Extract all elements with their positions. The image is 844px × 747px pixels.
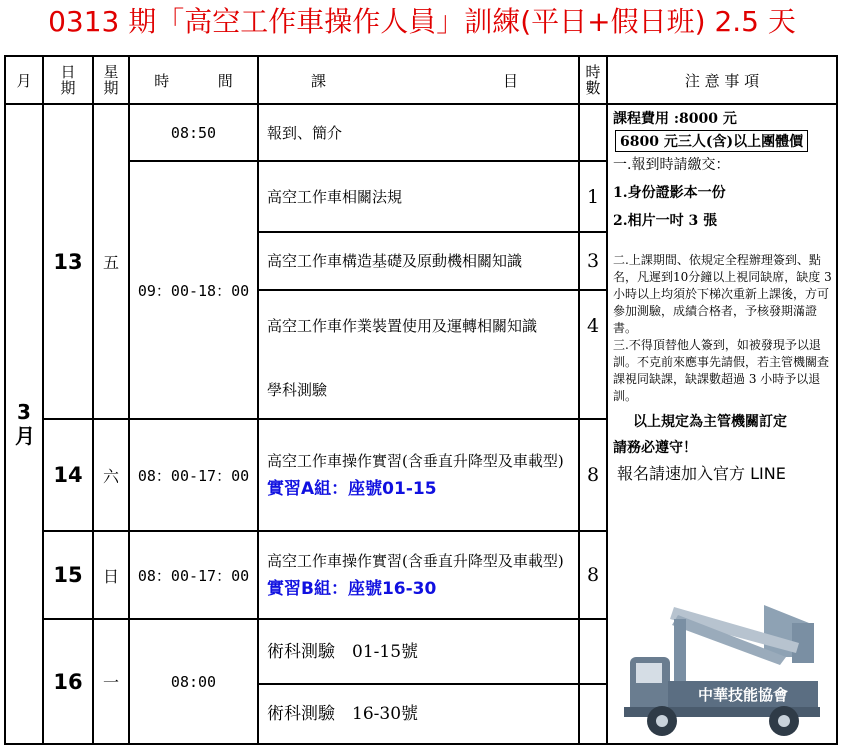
notes-item-3: 三.不得頂替他人簽到，如被發現予以退訓。不克前來應事先請假，若主管機關查課視同缺課，缺課數超過 3 小時予以退訓。	[613, 338, 830, 403]
header-weekday	[94, 57, 128, 103]
header-time-a: 時	[154, 71, 170, 90]
notes-comply: 請務必遵守！	[613, 440, 697, 456]
subject-practice-a-group: 實習A組：座號01-15	[267, 479, 437, 499]
subject-practical-test-b: 術科測驗 16-30號	[267, 704, 419, 724]
header-subject	[259, 57, 578, 103]
hours-regulations: 1	[586, 185, 600, 208]
notes-item-1b: 2.相片一吋 3 張	[613, 213, 718, 229]
subject-regulations: 高空工作車相關法規	[267, 187, 403, 206]
subject-practice-a-text: 高空工作車操作實習(含垂直升降型及車載型)	[267, 452, 564, 470]
page-title: 0313 期「高空工作車操作人員」訓練(平日+假日班) 2.5 天	[48, 5, 796, 38]
month-label: 3月	[15, 400, 35, 448]
header-month: 月	[16, 71, 32, 90]
subject-practical-test-a: 術科測驗 01-15號	[267, 641, 419, 662]
truck-logo-text: 中華技能協會	[697, 685, 788, 704]
hours-operation: 4	[586, 315, 600, 337]
header-notes: 注 意 事 項	[684, 71, 760, 90]
subject-practice-a-content	[267, 447, 572, 503]
notes-rule: 以上規定為主管機關訂定	[633, 414, 787, 430]
notes-group-fee: 6800 元三人(含)以上團體價	[615, 130, 808, 152]
weekday-13: 五	[102, 253, 119, 272]
header-subject-a: 課	[311, 71, 327, 90]
header-time-b: 間	[217, 71, 233, 90]
notes-item-1: 一.報到時請繳交：	[613, 157, 730, 173]
subject-practice-b-text: 高空工作車操作實習(含垂直升降型及車載型)	[267, 552, 564, 570]
time-day16: 08:00	[170, 672, 217, 691]
weekday-16: 一	[102, 673, 119, 692]
day-13: 13	[53, 249, 83, 274]
header-day-text: 日期	[60, 63, 76, 97]
hours-structure: 3	[586, 250, 600, 272]
day-14: 14	[53, 463, 83, 487]
time-day14: 08：00-17：00	[137, 466, 250, 485]
subject-written-test: 學科測驗	[267, 380, 328, 399]
subject-checkin: 報到、簡介	[267, 123, 343, 142]
header-hours	[580, 57, 606, 103]
subject-structure: 高空工作車構造基礎及原動機相關知識	[267, 252, 523, 270]
day-16: 16	[53, 669, 83, 694]
notes-fee: 課程費用 :8000 元	[613, 111, 737, 127]
day-15: 15	[53, 563, 83, 587]
notes-item-1a: 1.身份證影本一份	[613, 185, 726, 201]
month-cell	[6, 105, 42, 743]
subject-practice-b-group: 實習B組：座號16-30	[267, 579, 437, 599]
hours-practice-a: 8	[586, 464, 600, 486]
subject-practice-b	[259, 532, 578, 618]
notes-item-2: 二.上課期間、依規定全程辦理簽到、點名，凡遲到10分鐘以上視同缺席，缺度 3 小時以上均須於下梯次重新上課後，方可參加測驗，成績合格者，予核發期滿證書。	[613, 253, 832, 335]
weekday-14: 六	[102, 466, 119, 486]
weekday-15: 日	[102, 566, 119, 586]
time-checkin: 08:50	[170, 123, 217, 142]
time-day15: 08：00-17：00	[137, 566, 250, 585]
header-hours-text: 時數	[585, 63, 601, 97]
notes-line: 報名請速加入官方 LINE	[617, 464, 786, 483]
time-day13: 09：00-18：00	[137, 281, 250, 300]
col-divider-5	[578, 55, 580, 745]
notes-group-fee-row	[613, 130, 839, 152]
truck-illustration	[614, 595, 828, 741]
notes-panel	[613, 108, 839, 484]
col-divider-6	[606, 55, 608, 745]
header-weekday-text: 星期	[103, 63, 119, 97]
header-day	[44, 57, 92, 103]
subject-practice-b-content	[267, 547, 572, 603]
header-time	[130, 57, 257, 103]
subject-operation: 高空工作車作業裝置使用及運轉相關知識	[267, 317, 538, 335]
subject-practice-a	[259, 420, 578, 530]
aerial-truck-icon	[614, 595, 828, 741]
hours-practice-b: 8	[586, 564, 600, 586]
header-subject-b: 目	[502, 71, 518, 90]
